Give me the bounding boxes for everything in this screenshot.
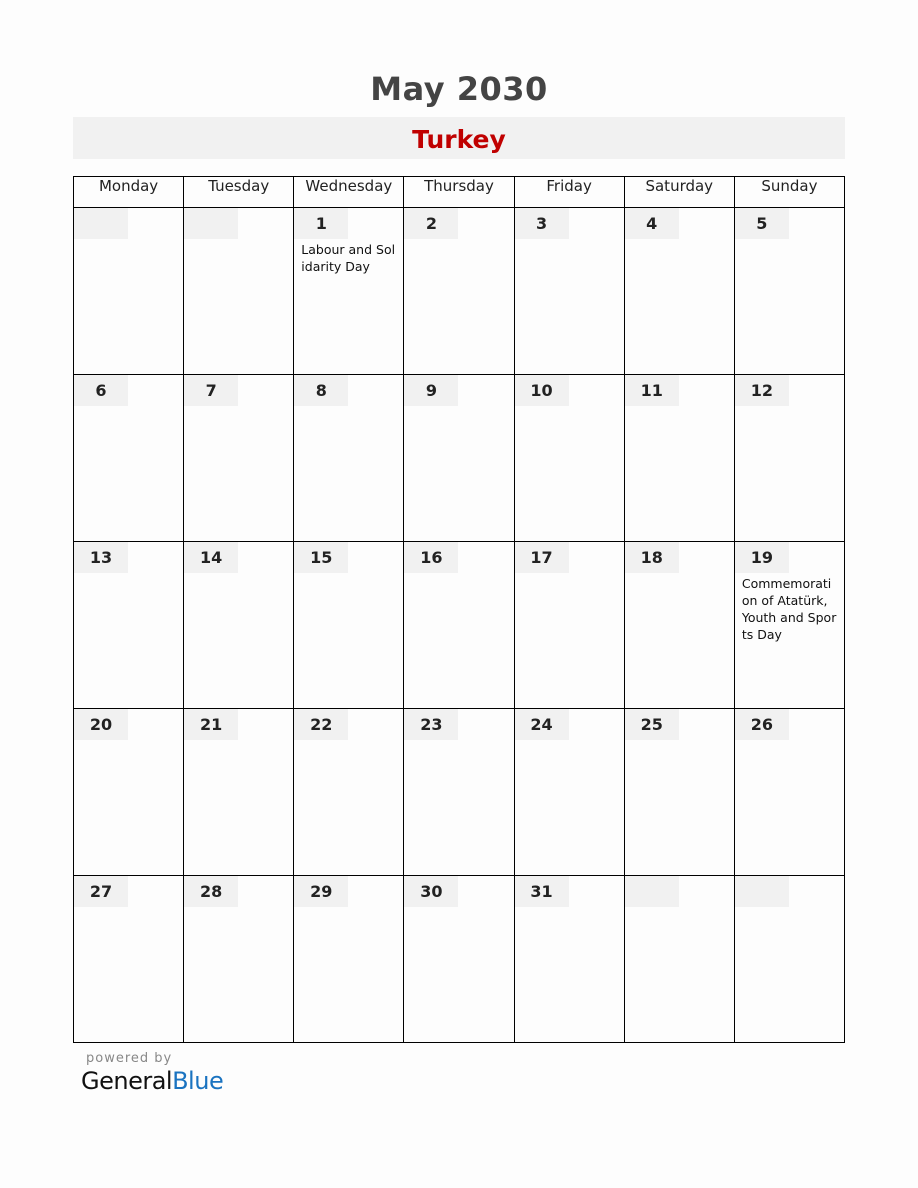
day-number: 30 bbox=[404, 876, 458, 907]
day-number: 9 bbox=[404, 375, 458, 406]
calendar-grid bbox=[73, 176, 845, 1043]
week-row bbox=[74, 709, 845, 876]
week-row bbox=[74, 876, 845, 1043]
day-number: 29 bbox=[294, 876, 348, 907]
empty-day-cell bbox=[734, 876, 844, 1043]
page-title: May 2030 bbox=[370, 70, 548, 108]
day-number: 2 bbox=[404, 208, 458, 239]
day-number: 31 bbox=[515, 876, 569, 907]
day-number bbox=[735, 876, 789, 907]
day-number: 8 bbox=[294, 375, 348, 406]
day-number: 14 bbox=[184, 542, 238, 573]
weekday-monday: Monday bbox=[74, 177, 184, 208]
day-number: 25 bbox=[625, 709, 679, 740]
day-cell bbox=[294, 208, 404, 375]
day-number: 28 bbox=[184, 876, 238, 907]
day-number: 13 bbox=[74, 542, 128, 573]
day-cell bbox=[74, 709, 184, 876]
empty-day-cell bbox=[184, 208, 294, 375]
weekday-wednesday: Wednesday bbox=[294, 177, 404, 208]
day-number: 7 bbox=[184, 375, 238, 406]
day-number: 22 bbox=[294, 709, 348, 740]
holiday-event: Commemoration of Atatürk, Youth and Sports Day bbox=[741, 576, 837, 642]
day-cell bbox=[184, 542, 294, 709]
day-cell bbox=[404, 709, 514, 876]
day-number: 11 bbox=[625, 375, 679, 406]
day-cell bbox=[184, 876, 294, 1043]
day-cell bbox=[74, 542, 184, 709]
day-cell bbox=[624, 208, 734, 375]
weekday-tuesday: Tuesday bbox=[184, 177, 294, 208]
day-cell bbox=[734, 375, 844, 542]
generalblue-logo bbox=[81, 1067, 223, 1095]
day-number: 6 bbox=[74, 375, 128, 406]
day-number bbox=[625, 876, 679, 907]
day-number: 20 bbox=[74, 709, 128, 740]
day-number: 5 bbox=[735, 208, 789, 239]
day-number: 27 bbox=[74, 876, 128, 907]
day-number: 18 bbox=[625, 542, 679, 573]
day-number: 3 bbox=[515, 208, 569, 239]
holiday-event: Labour and Solidarity Day bbox=[301, 242, 396, 274]
brand-general-text: General bbox=[81, 1067, 173, 1095]
day-number: 23 bbox=[404, 709, 458, 740]
day-cell bbox=[404, 375, 514, 542]
day-number: 17 bbox=[515, 542, 569, 573]
day-number: 21 bbox=[184, 709, 238, 740]
day-cell bbox=[404, 542, 514, 709]
day-cell bbox=[624, 709, 734, 876]
day-cell bbox=[294, 542, 404, 709]
day-cell bbox=[734, 208, 844, 375]
day-cell bbox=[404, 208, 514, 375]
day-cell bbox=[624, 542, 734, 709]
day-number: 10 bbox=[515, 375, 569, 406]
weekday-friday: Friday bbox=[514, 177, 624, 208]
country-banner bbox=[73, 117, 845, 159]
day-number: 24 bbox=[515, 709, 569, 740]
day-number: 4 bbox=[625, 208, 679, 239]
week-row bbox=[74, 542, 845, 709]
day-number bbox=[74, 208, 128, 239]
day-cell bbox=[74, 375, 184, 542]
day-cell bbox=[294, 709, 404, 876]
day-cell bbox=[294, 375, 404, 542]
empty-day-cell bbox=[624, 876, 734, 1043]
weekday-sunday: Sunday bbox=[734, 177, 844, 208]
day-cell bbox=[184, 375, 294, 542]
weekday-saturday: Saturday bbox=[624, 177, 734, 208]
day-cell bbox=[404, 876, 514, 1043]
day-cell bbox=[624, 375, 734, 542]
day-cell bbox=[514, 375, 624, 542]
day-cell bbox=[514, 208, 624, 375]
day-number: 12 bbox=[735, 375, 789, 406]
day-cell bbox=[294, 876, 404, 1043]
day-cell bbox=[734, 709, 844, 876]
day-number: 19 bbox=[735, 542, 789, 573]
weekday-thursday: Thursday bbox=[404, 177, 514, 208]
day-cell bbox=[184, 709, 294, 876]
week-row bbox=[74, 208, 845, 375]
day-number bbox=[184, 208, 238, 239]
week-row bbox=[74, 375, 845, 542]
day-number: 1 bbox=[294, 208, 348, 239]
empty-day-cell bbox=[74, 208, 184, 375]
day-cell bbox=[514, 542, 624, 709]
day-cell bbox=[74, 876, 184, 1043]
day-number: 16 bbox=[404, 542, 458, 573]
day-cell bbox=[734, 542, 844, 709]
day-cell bbox=[514, 709, 624, 876]
day-cell bbox=[514, 876, 624, 1043]
weekday-header-row bbox=[74, 177, 845, 208]
day-number: 15 bbox=[294, 542, 348, 573]
brand-blue-text: Blue bbox=[172, 1067, 224, 1095]
country-name: Turkey bbox=[412, 125, 506, 154]
day-number: 26 bbox=[735, 709, 789, 740]
powered-by-label: powered by bbox=[86, 1051, 173, 1066]
